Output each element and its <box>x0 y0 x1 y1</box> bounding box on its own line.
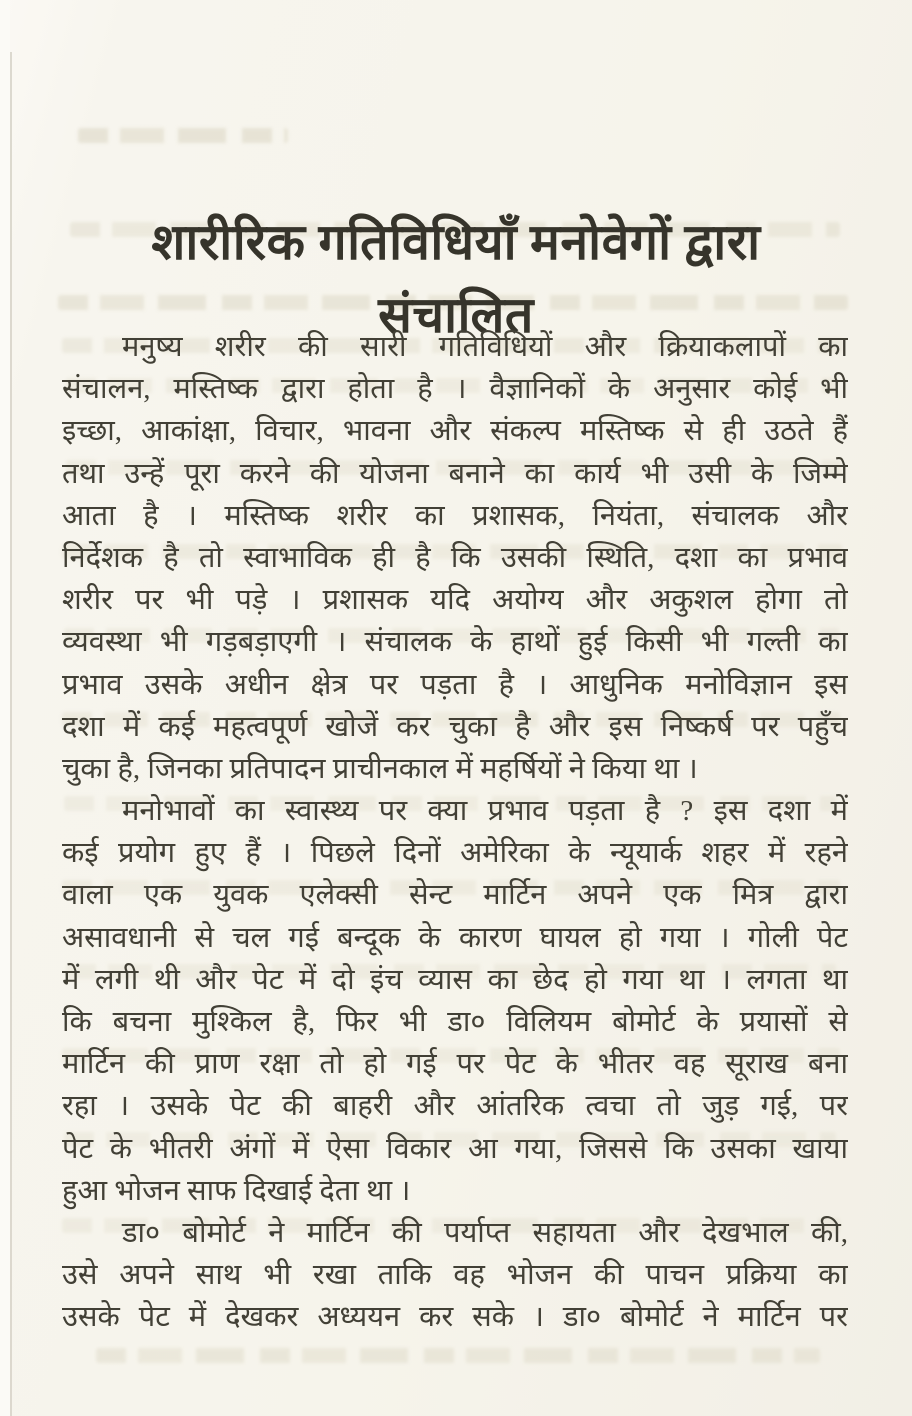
text-line: उसके पेट में देखकर अध्ययन कर सके । डा० बोमोर्ट ने मार्टिन पर <box>62 1301 848 1334</box>
text-line: इच्छा, आकांक्षा, विचार, भावना और संकल्प मस्तिष्क से ही उठते हैं <box>62 415 848 448</box>
text-line: मनोभावों का स्वास्थ्य पर क्या प्रभाव पड़ता है ? इस दशा में <box>122 795 848 828</box>
text-line: पेट के भीतरी अंगों में ऐसा विकार आ गया, जिससे कि उसका खाया <box>62 1132 848 1165</box>
paragraph <box>62 790 848 1212</box>
text-line: शरीर पर भी पड़े । प्रशासक यदि अयोग्य और अकुशल होगा तो <box>62 584 848 617</box>
text-line: प्रभाव उसके अधीन क्षेत्र पर पड़ता है । आधुनिक मनोविज्ञान इस <box>62 668 848 701</box>
text-line: उसे अपने साथ भी रखा ताकि वह भोजन की पाचन प्रक्रिया का <box>62 1259 848 1292</box>
text-line: वाला एक युवक एलेक्सी सेन्ट मार्टिन अपने एक मित्र द्वारा <box>62 879 848 912</box>
text-line: निर्देशक है तो स्वाभाविक ही है कि उसकी स्थिति, दशा का प्रभाव <box>62 541 848 574</box>
scan-edge-line <box>10 52 12 1416</box>
text-line: हुआ भोजन साफ दिखाई देता था । <box>62 1174 411 1207</box>
text-line: डा० बोमोर्ट ने मार्टिन की पर्याप्त सहायता और देखभाल की, <box>122 1216 848 1249</box>
article-title-line2: संचालित <box>378 286 534 343</box>
text-line: संचालन, मस्तिष्क द्वारा होता है । वैज्ञानिकों के अनुसार कोई भी <box>62 373 848 406</box>
text-line: तथा उन्हें पूरा करने की योजना बनाने का कार्य भी उसी के जिम्मे <box>62 457 848 490</box>
text-line: में लगी थी और पेट में दो इंच व्यास का छेद हो गया था । लगता था <box>62 963 848 996</box>
scan-margin-strip <box>0 0 10 1416</box>
bleedthrough-artifact <box>78 128 288 143</box>
text-line: मार्टिन की प्राण रक्षा तो हो गई पर पेट के भीतर वह सूराख बना <box>62 1048 848 1081</box>
text-line: असावधानी से चल गई बन्दूक के कारण घायल हो गया । गोली पेट <box>62 921 848 954</box>
text-line: व्यवस्था भी गड़बड़ाएगी । संचालक के हाथों हुई किसी भी गल्ती का <box>62 626 848 659</box>
article-title-line1: शारीरिक गतिविधियाँ मनोवेगों द्वारा <box>151 213 761 270</box>
text-line: रहा । उसके पेट की बाहरी और आंतरिक त्वचा तो जुड़ गई, पर <box>62 1090 848 1123</box>
text-line: कई प्रयोग हुए हैं । पिछले दिनों अमेरिका के न्यूयार्क शहर में रहने <box>62 837 848 870</box>
text-line: आता है । मस्तिष्क शरीर का प्रशासक, नियंता, संचालक और <box>62 499 848 532</box>
text-line: दशा में कई महत्वपूर्ण खोजें कर चुका है और इस निष्कर्ष पर पहुँच <box>62 710 848 743</box>
bleedthrough-artifact <box>96 1348 820 1363</box>
paragraph <box>62 326 848 790</box>
article-body <box>62 326 848 1339</box>
paragraph <box>62 1212 848 1339</box>
text-line: मनुष्य शरीर की सारी गतिविधियों और क्रियाकलापों का <box>122 331 848 363</box>
text-line: कि बचना मुश्किल है, फिर भी डा० विलियम बोमोर्ट के प्रयासों से <box>62 1006 848 1038</box>
text-line: चुका है, जिनका प्रतिपादन प्राचीनकाल में महर्षियों ने किया था । <box>62 752 698 785</box>
